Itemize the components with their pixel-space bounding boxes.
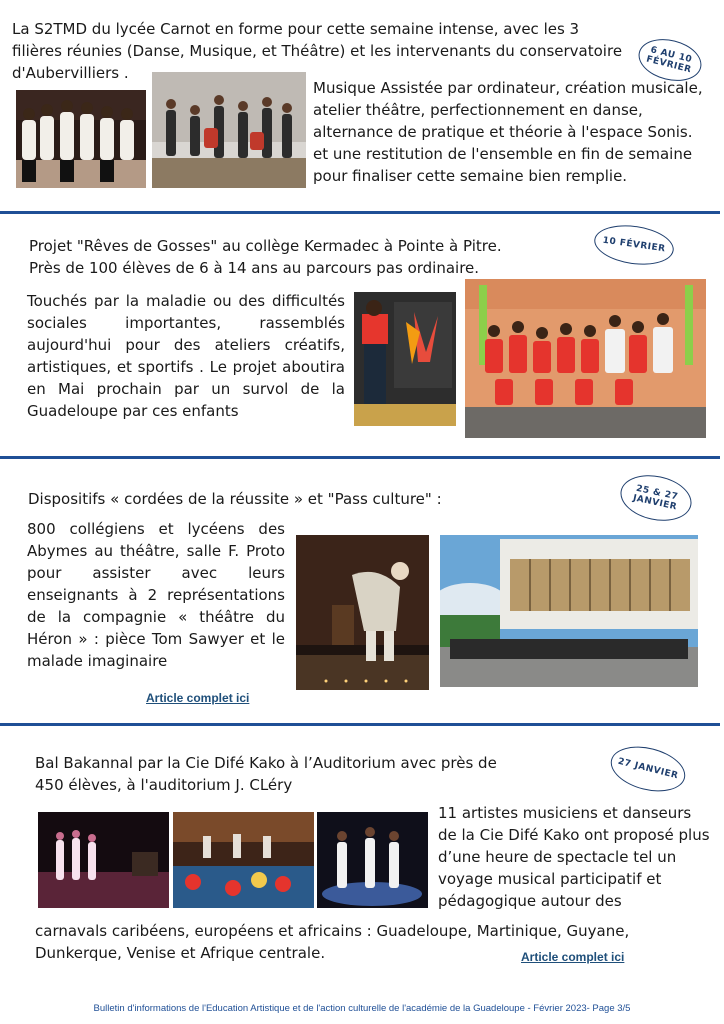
date-stamp-4: 27 JANVIER — [606, 739, 690, 798]
section3-body: 800 collégiens et lycéens des Abymes au théâtre, salle F. Proto pour assister avec leurs enseignants à 2 représentations de la compagnie « théâtre du Héron » : pièce Tom Sawyer et le malade imaginaire — [27, 520, 285, 670]
section4-body-right: 11 artistes musiciens et danseurs de la Cie Difé Kako ont proposé plus d’une heure de spectacle tel un voyage musical participatif et pédagogique autour des — [438, 804, 710, 910]
section1-body: Musique Assistée par ordinateur, création musicale, atelier théâtre, perfectionnement en danse, alternance de pratique et théorie à l'espace Sonis. et une restitution de l'ensemble en fin de semaine pour finaliser cette semaine bien remplie. — [313, 79, 703, 185]
section-divider-1 — [0, 211, 720, 214]
section-divider-2 — [0, 456, 720, 459]
date-stamp-1: 6 AU 10 FÉVRIER — [634, 33, 706, 87]
article-link-section4[interactable]: Article complet ici — [521, 950, 625, 964]
photo-bal-bakannal-performers — [317, 812, 428, 908]
section2-title-line2: Près de 100 élèves de 6 à 14 ans au parcours pas ordinaire. — [29, 259, 480, 277]
photo-bal-bakannal-audience — [173, 812, 314, 908]
date-stamp-2: 10 FÉVRIER — [592, 221, 677, 270]
article-link-section3[interactable]: Article complet ici — [146, 691, 250, 705]
section4-body-bottom: carnavals caribéens, européens et africains : Guadeloupe, Martinique, Guyane, Dunkerque, Venise et Afrique centrale. — [35, 922, 630, 962]
section-divider-3 — [0, 723, 720, 726]
section4-title: Bal Bakannal par la Cie Difé Kako à l’Auditorium avec près de 450 élèves, à l'auditorium J. CLéry — [35, 754, 497, 794]
page-footer: Bulletin d'informations de l'Education Artistique et de l'action culturelle de l'académie de la Guadeloupe - Février 2023- Page 3/5 — [93, 1003, 631, 1014]
photo-s2tmd-group-black-white — [16, 90, 146, 188]
photo-s2tmd-dancers-stage — [152, 72, 306, 188]
photo-bal-bakannal-dancers — [38, 812, 169, 908]
photo-theatre-tom-sawyer — [296, 535, 429, 690]
photo-palais-de-la-culture — [440, 535, 698, 687]
section2-title-line1: Projet "Rêves de Gosses" au collège Kermadec à Pointe à Pitre. — [29, 237, 502, 255]
photo-child-painting-mural — [354, 292, 456, 426]
date-stamp-3: 25 & 27 JANVIER — [616, 469, 696, 527]
section1-title: La S2TMD du lycée Carnot en forme pour cette semaine intense, avec les 3 filières réunies (Danse, Musique, et Théâtre) et les intervenants du conservatoire d'Aubervilliers . — [12, 20, 623, 82]
section2-body: Touchés par la maladie ou des difficultés sociales importantes, rassemblés aujourd'hui pour des ateliers créatifs, artistiques, et sportifs . Le projet aboutira en Mai prochain par un survol de la Guadeloupe par ces enfants — [27, 292, 345, 420]
photo-reves-de-gosses-group — [465, 279, 706, 438]
section3-title: Dispositifs « cordées de la réussite » et "Pass culture" : — [28, 490, 442, 508]
